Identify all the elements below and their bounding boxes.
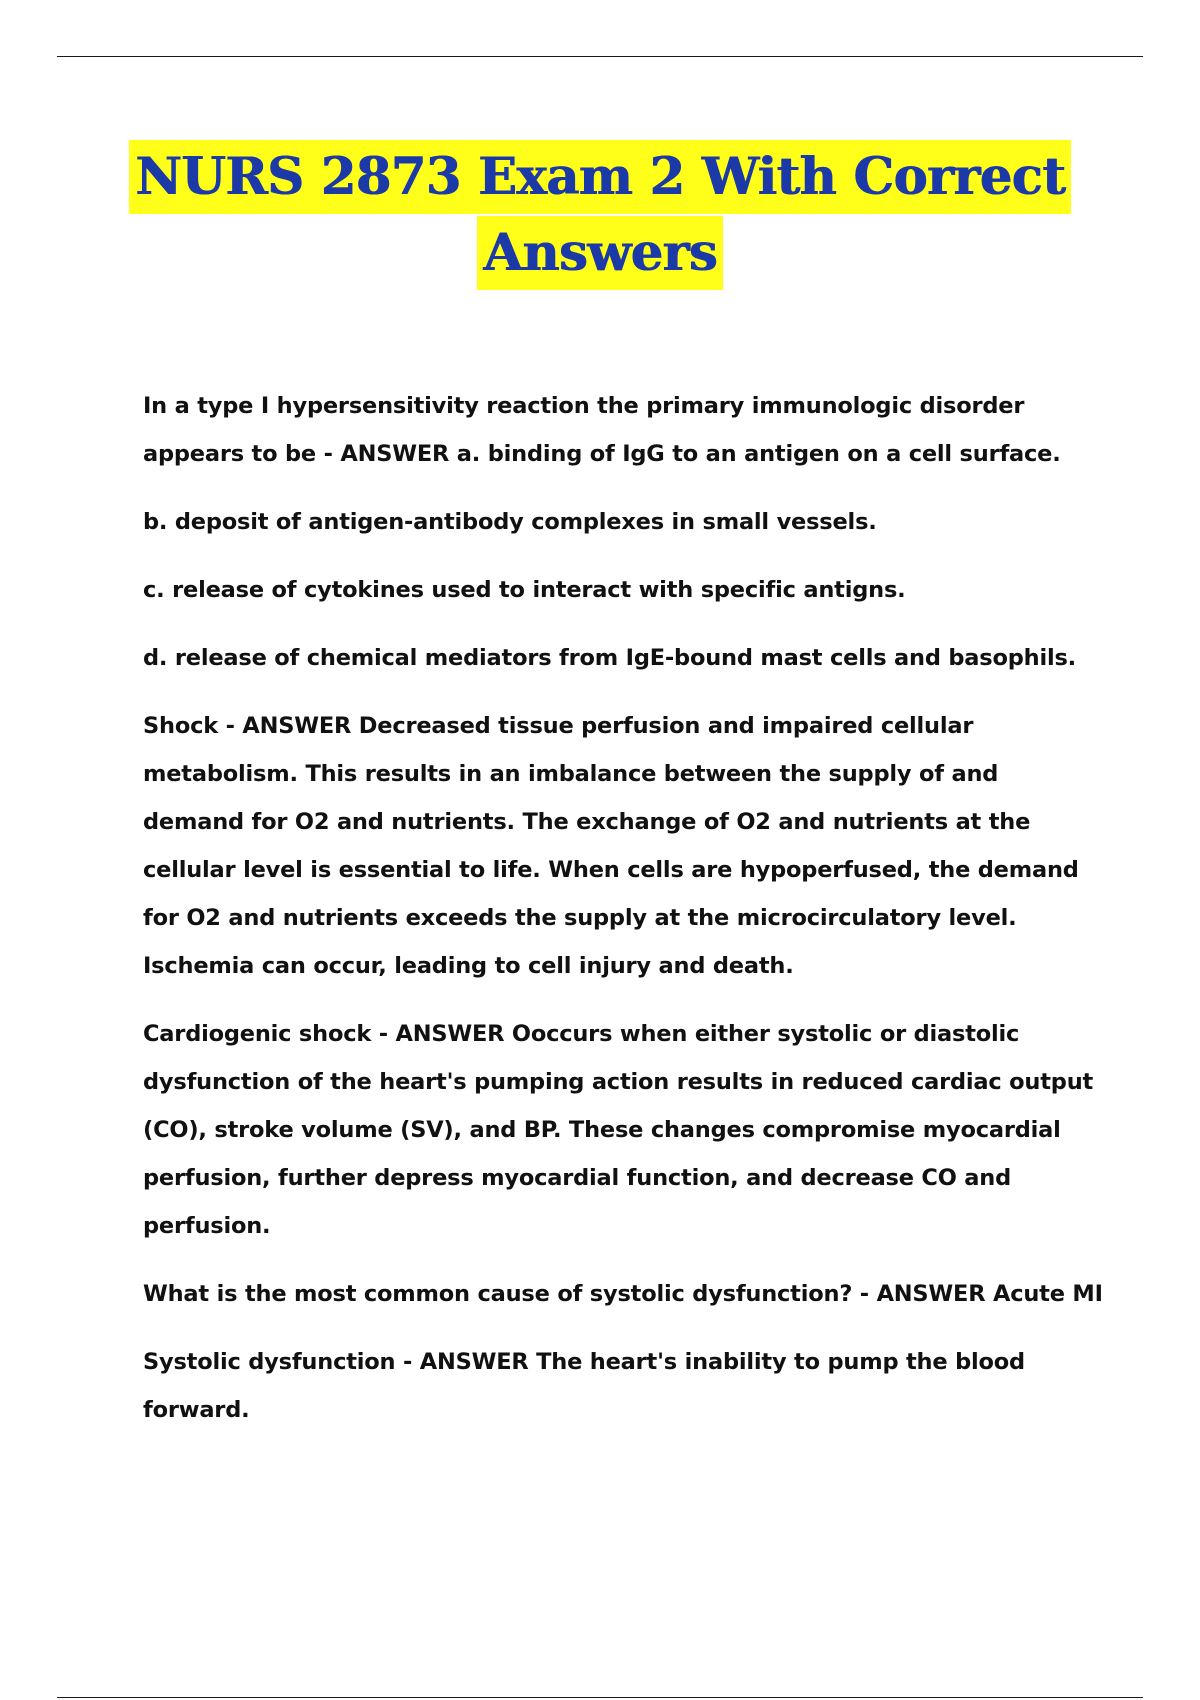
option-paragraph: c. release of cytokines used to interact with specific antigns.	[143, 577, 906, 603]
bottom-divider	[57, 1697, 1143, 1698]
definition-paragraph: Shock - ANSWER Decreased tissue perfusion and impaired cellular metabolism. This results in an imbalance between the supply of and demand for O2 and nutrients. The exchange of O2 and nutrients at the cellular level is essential to life. When cells are hypoperfused, the demand for O2 and nutrients exceeds the supply at the microcirculatory level. Ischemia can occur, leading to cell injury and death.	[143, 713, 1079, 979]
question-paragraph: What is the most common cause of systolic dysfunction? - ANSWER Acute MI	[143, 1281, 1103, 1307]
top-divider	[57, 56, 1143, 57]
document-body	[143, 382, 1103, 1454]
option-paragraph: b. deposit of antigen-antibody complexes in small vessels.	[143, 509, 877, 535]
definition-paragraph: Systolic dysfunction - ANSWER The heart's inability to pump the blood forward.	[143, 1349, 1025, 1423]
document-title	[0, 140, 1200, 290]
definition-paragraph: Cardiogenic shock - ANSWER Ooccurs when either systolic or diastolic dysfunction of the heart's pumping action results in reduced cardiac output (CO), stroke volume (SV), and BP. These changes compromise myocardial perfusion, further depress myocardial function, and decrease CO and perfusion.	[143, 1021, 1094, 1239]
title-line-2: Answers	[477, 216, 723, 290]
title-line-1: NURS 2873 Exam 2 With Correct	[129, 140, 1071, 214]
option-paragraph: d. release of chemical mediators from IgE-bound mast cells and basophils.	[143, 645, 1077, 671]
question-paragraph: In a type I hypersensitivity reaction the primary immunologic disorder appears to be - ANSWER a. binding of IgG to an antigen on a cell surface.	[143, 393, 1061, 467]
